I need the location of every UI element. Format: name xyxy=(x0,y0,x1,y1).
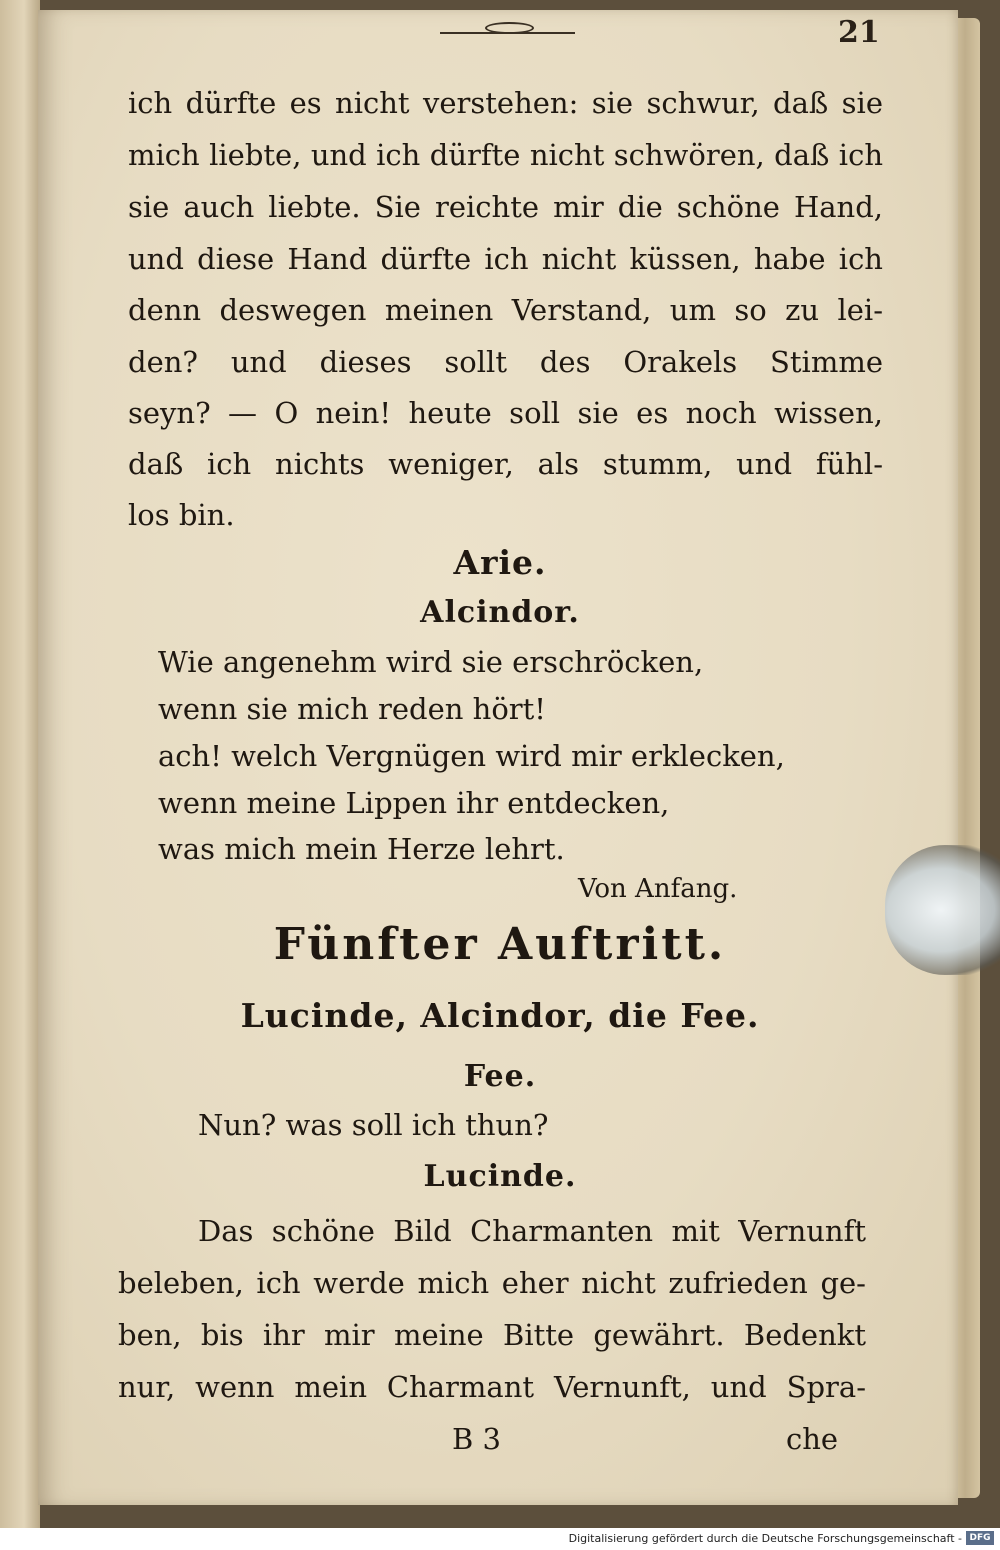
prose-line: ich dürfte es nicht verstehen: sie schwur, daß sie xyxy=(128,86,883,120)
lucinde-line: ben, bis ihr mir meine Bitte gewährt. Bedenkt xyxy=(118,1318,866,1352)
lucinde-line: nur, wenn mein Charmant Vernunft, und Spra- xyxy=(118,1370,866,1404)
prose-line: los bin. xyxy=(128,498,235,532)
signature-mark: B 3 xyxy=(452,1422,501,1456)
scene-characters: Lucinde, Alcindor, die Fee. xyxy=(240,996,760,1035)
aria-title: Arie. xyxy=(453,543,547,582)
prose-line: den? und dieses sollt des Orakels Stimme xyxy=(128,345,883,379)
scene-title: Fünfter Auftritt. xyxy=(273,919,727,970)
lucinde-line: beleben, ich werde mich eher nicht zufrieden ge- xyxy=(118,1266,866,1300)
prose-line: und diese Hand dürfte ich nicht küssen, habe ich xyxy=(128,242,883,276)
prose-line: mich liebte, und ich dürfte nicht schwören, daß ich xyxy=(128,138,883,172)
prose-line: sie auch liebte. Sie reichte mir die schöne Hand, xyxy=(128,190,883,224)
prose-line: denn deswegen meinen Verstand, um so zu lei- xyxy=(128,293,883,327)
header-ornament xyxy=(440,18,575,34)
footer-bar xyxy=(0,1528,1000,1550)
prose-line: daß ich nichts weniger, als stumm, und fühl- xyxy=(128,447,883,481)
fee-dialogue: Nun? was soll ich thun? xyxy=(198,1108,549,1142)
speaker-fee: Fee. xyxy=(463,1059,537,1094)
da-capo-note: Von Anfang. xyxy=(578,874,738,904)
prose-line: seyn? — O nein! heute soll sie es noch wissen, xyxy=(128,396,883,430)
verse-line: was mich mein Herze lehrt. xyxy=(158,832,565,866)
page-number: 21 xyxy=(838,15,880,50)
speaker-lucinde: Lucinde. xyxy=(423,1159,577,1194)
verse-line: Wie angenehm wird sie erschröcken, xyxy=(158,645,704,679)
verse-line: ach! welch Vergnügen wird mir erklecken, xyxy=(158,739,785,773)
page-clip xyxy=(885,845,1000,975)
verse-line: wenn meine Lippen ihr entdecken, xyxy=(158,786,670,820)
lucinde-line: Das schöne Bild Charmanten mit Vernunft xyxy=(198,1214,866,1248)
verse-line: wenn sie mich reden hört! xyxy=(158,692,546,726)
aria-speaker: Alcindor. xyxy=(420,595,580,630)
dfg-logo: DFG xyxy=(966,1531,994,1545)
catchword: che xyxy=(786,1422,839,1456)
left-page-edge xyxy=(0,0,40,1528)
footer-credit: Digitalisierung gefördert durch die Deutsche Forschungsgemeinschaft - xyxy=(568,1532,962,1545)
